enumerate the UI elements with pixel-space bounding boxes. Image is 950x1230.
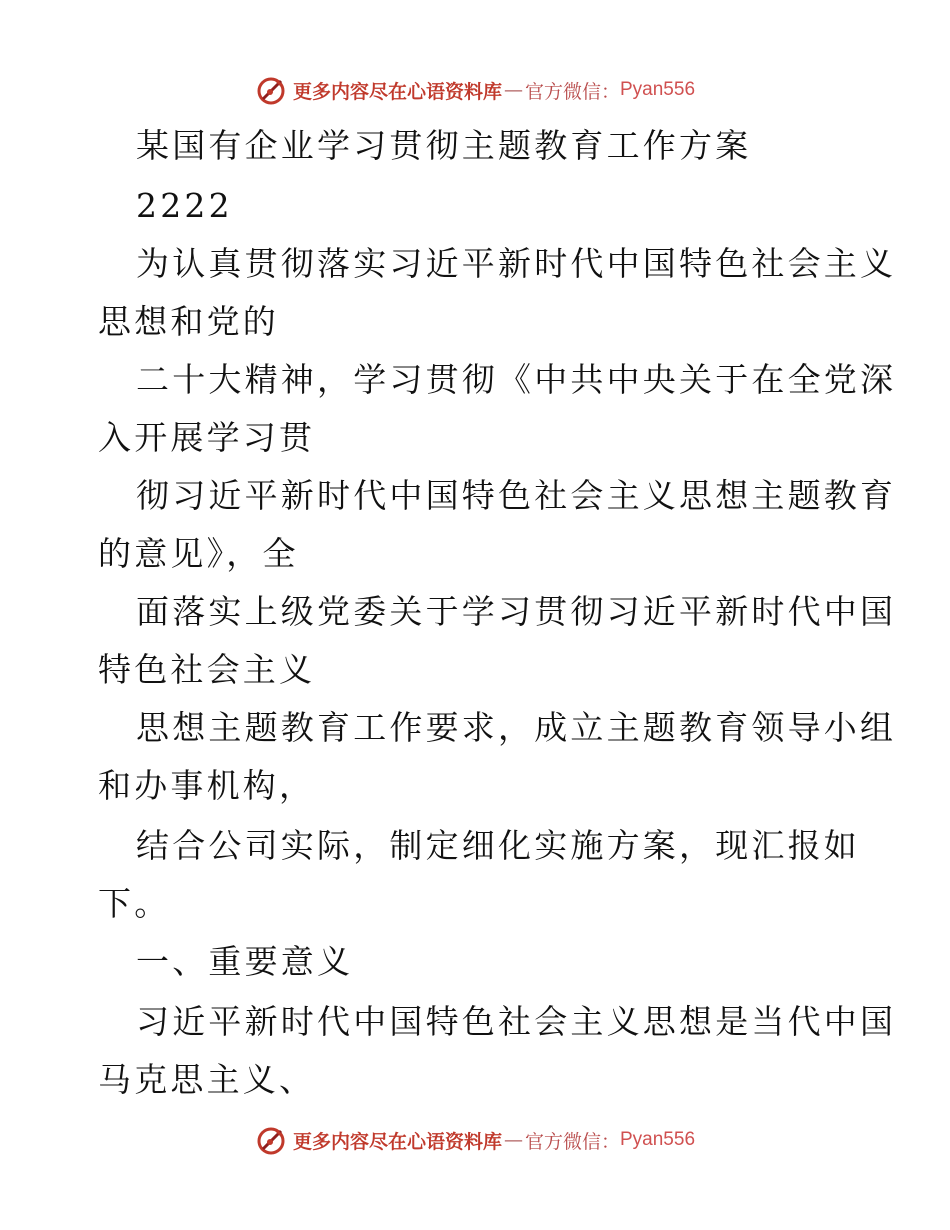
banner-dash: — bbox=[503, 1129, 523, 1151]
banner-wechat-label: 官方微信： bbox=[524, 1130, 620, 1153]
document-line: 下。 bbox=[98, 884, 171, 923]
document-line: 面落实上级党委关于学习贯彻习近平新时代中国 bbox=[136, 592, 897, 631]
banner-dash: — bbox=[503, 79, 523, 101]
pen-logo-icon bbox=[255, 73, 289, 107]
banner-text: 更多内容尽在心语资料库 bbox=[292, 1130, 502, 1153]
document-line: 习近平新时代中国特色社会主义思想是当代中国 bbox=[136, 1002, 897, 1041]
document-line: 思想主题教育工作要求，成立主题教育领导小组 bbox=[136, 708, 897, 747]
document-line: 彻习近平新时代中国特色社会主义思想主题教育 bbox=[136, 476, 897, 515]
document-line: 入开展学习贯 bbox=[98, 418, 316, 457]
document-line: 马克思主义、 bbox=[98, 1060, 316, 1099]
banner-wechat-id: Pyan556 bbox=[620, 1129, 696, 1150]
document-line: 结合公司实际，制定细化实施方案，现汇报如 bbox=[136, 826, 860, 865]
pen-logo-icon bbox=[255, 1123, 289, 1157]
document-line: 和办事机构， bbox=[98, 766, 316, 805]
document-line: 为认真贯彻落实习近平新时代中国特色社会主义 bbox=[136, 244, 897, 283]
banner-wechat-label: 官方微信： bbox=[524, 80, 620, 103]
banner-text: 更多内容尽在心语资料库 bbox=[292, 80, 502, 103]
document-line: 的意见》，全 bbox=[98, 534, 299, 573]
document-line: 二十大精神，学习贯彻《中共中央关于在全党深 bbox=[136, 360, 897, 399]
document-line: 特色社会主义 bbox=[98, 650, 316, 689]
document-line: 思想和党的 bbox=[98, 302, 279, 341]
document-line: 2222 bbox=[136, 186, 233, 225]
footer-banner bbox=[0, 1120, 950, 1160]
banner-wechat-id: Pyan556 bbox=[620, 79, 696, 100]
header-banner bbox=[0, 70, 950, 110]
document-title: 某国有企业学习贯彻主题教育工作方案 bbox=[136, 126, 752, 165]
section-heading: 一、重要意义 bbox=[136, 942, 354, 981]
